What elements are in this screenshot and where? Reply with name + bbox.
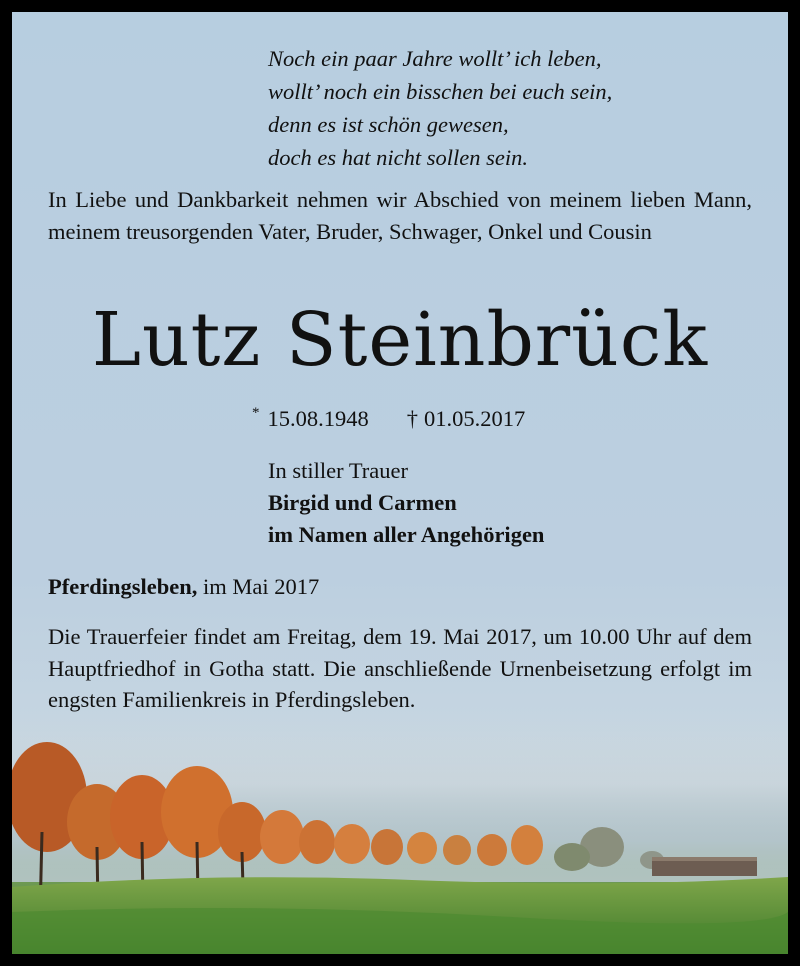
birth-date: 15.08.1948 — [267, 406, 369, 431]
mourner-names: Birgid und Carmen — [268, 490, 457, 515]
poem-line: wollt’ noch ein bisschen bei euch sein, — [268, 79, 613, 104]
deceased-name: Lutz Steinbrück — [91, 297, 709, 383]
autumn-landscape-image — [12, 712, 788, 954]
ceremony-info: Die Trauerfeier findet am Freitag, dem 19. Mai 2017, um 10.00 Uhr auf dem Hauptfriedhof in Gotha statt. Die anschließende Urnenbeisetzung erfolgt im engsten Familienkreis in Pferdingsleben. — [48, 624, 752, 712]
poem — [268, 42, 748, 174]
farewell-text: In Liebe und Dankbarkeit nehmen wir Abschied von meinem lieben Mann, meinem treusorgenden Vater, Bruder, Schwager, Onkel und Cousin — [48, 187, 752, 244]
life-dates — [252, 405, 652, 432]
notice-date: im Mai 2017 — [197, 574, 320, 599]
poem-line: doch es hat nicht sollen sein. — [268, 145, 528, 170]
poem-line: Noch ein paar Jahre wollt’ ich leben, — [268, 46, 602, 71]
place-name: Pferdingsleben, — [48, 574, 198, 599]
birth-symbol: * — [252, 405, 260, 421]
mourner-relatives: im Namen aller Angehörigen — [268, 522, 545, 547]
mourners-block — [268, 455, 748, 551]
mourning-line: In stiller Trauer — [268, 458, 408, 483]
obituary-notice — [12, 12, 788, 954]
place-date — [48, 572, 752, 602]
death-symbol: † — [406, 406, 418, 431]
death-date: 01.05.2017 — [424, 406, 526, 431]
poem-line: denn es ist schön gewesen, — [268, 112, 509, 137]
